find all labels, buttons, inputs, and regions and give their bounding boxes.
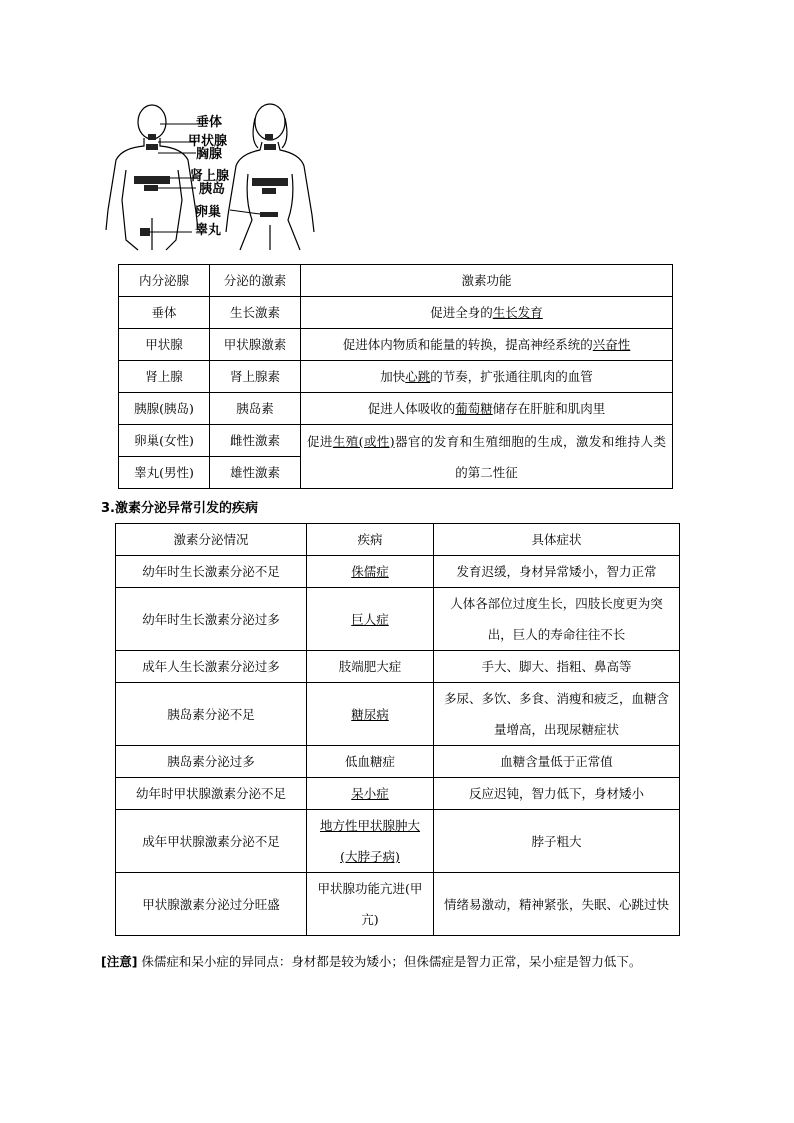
header-cell: 内分泌腺 [119, 265, 210, 297]
function-cell: 促进人体吸收的葡萄糖储存在肝脏和肌肉里 [301, 393, 673, 425]
header-cell: 分泌的激素 [210, 265, 301, 297]
condition-cell: 幼年时甲状腺激素分泌不足 [116, 778, 307, 810]
table-row [119, 297, 673, 329]
hormone-cell: 雌性激素 [210, 425, 301, 457]
gland-cell: 睾丸(男性) [119, 457, 210, 489]
disease-cell: 侏儒症 [307, 556, 434, 588]
table-row [116, 588, 680, 651]
condition-cell: 幼年时生长激素分泌过多 [116, 588, 307, 651]
condition-cell: 胰岛素分泌不足 [116, 683, 307, 746]
gland-cell: 垂体 [119, 297, 210, 329]
function-cell: 促进生殖(或性)器官的发育和生殖细胞的生成，激发和维持人类的第二性征 [301, 425, 673, 489]
hormone-cell: 甲状腺激素 [210, 329, 301, 361]
table-row [119, 329, 673, 361]
disease-cell: 甲状腺功能亢进(甲亢) [307, 873, 434, 936]
hormone-cell: 生长激素 [210, 297, 301, 329]
table-row [116, 873, 680, 936]
condition-cell: 甲状腺激素分泌过分旺盛 [116, 873, 307, 936]
table-row [119, 393, 673, 425]
hormone-cell: 胰岛素 [210, 393, 301, 425]
table-row [116, 556, 680, 588]
condition-cell: 成年人生长激素分泌过多 [116, 651, 307, 683]
gland-cell: 卵巢(女性) [119, 425, 210, 457]
symptom-cell: 情绪易激动，精神紧张，失眠、心跳过快 [434, 873, 680, 936]
label-pituitary: 垂体 [196, 115, 223, 130]
symptom-cell: 反应迟钝，智力低下，身材矮小 [434, 778, 680, 810]
label-testis: 睾丸 [195, 223, 222, 238]
disease-cell: 地方性甲状腺肿大(大脖子病) [307, 810, 434, 873]
table-row [116, 746, 680, 778]
section-heading: 3.激素分泌异常引发的疾病 [101, 501, 258, 516]
symptom-cell: 血糖含量低于正常值 [434, 746, 680, 778]
header-cell: 激素功能 [301, 265, 673, 297]
table-header-row [119, 265, 673, 297]
gland-cell: 甲状腺 [119, 329, 210, 361]
symptom-cell: 手大、脚大、指粗、鼻高等 [434, 651, 680, 683]
table-row [116, 810, 680, 873]
label-thyroid: 甲状腺 [188, 134, 228, 149]
table-row [116, 778, 680, 810]
condition-cell: 幼年时生长激素分泌不足 [116, 556, 307, 588]
table-row [116, 683, 680, 746]
disease-cell: 糖尿病 [307, 683, 434, 746]
disease-cell: 呆小症 [307, 778, 434, 810]
table-row [119, 425, 673, 457]
endocrine-glands-table [118, 264, 673, 489]
function-cell: 促进体内物质和能量的转换，提高神经系统的兴奋性 [301, 329, 673, 361]
gland-cell: 胰腺(胰岛) [119, 393, 210, 425]
function-cell: 促进全身的生长发育 [301, 297, 673, 329]
header-cell: 具体症状 [434, 524, 680, 556]
label-ovary: 卵巢 [195, 205, 222, 220]
function-cell: 加快心跳的节奏，扩张通往肌肉的血管 [301, 361, 673, 393]
hormone-disease-table [115, 523, 680, 936]
disease-cell: 巨人症 [307, 588, 434, 651]
disease-cell: 肢端肥大症 [307, 651, 434, 683]
header-cell: 激素分泌情况 [116, 524, 307, 556]
symptom-cell: 脖子粗大 [434, 810, 680, 873]
endocrine-glands-figure [100, 100, 325, 255]
header-cell: 疾病 [307, 524, 434, 556]
note-paragraph [101, 952, 641, 970]
hormone-cell: 肾上腺素 [210, 361, 301, 393]
condition-cell: 成年甲状腺激素分泌不足 [116, 810, 307, 873]
condition-cell: 胰岛素分泌过多 [116, 746, 307, 778]
note-tag: [注意] [101, 954, 138, 969]
label-thymus: 胸腺 [196, 147, 223, 162]
table-row [116, 651, 680, 683]
table-header-row [116, 524, 680, 556]
symptom-cell: 多尿、多饮、多食、消瘦和疲乏，血糖含量增高，出现尿糖症状 [434, 683, 680, 746]
label-adrenal: 肾上腺 [190, 169, 230, 184]
note-text: 侏儒症和呆小症的异同点：身材都是较为矮小；但侏儒症是智力正常，呆小症是智力低下。 [137, 954, 642, 969]
gland-cell: 肾上腺 [119, 361, 210, 393]
symptom-cell: 发育迟缓，身材异常矮小，智力正常 [434, 556, 680, 588]
table-row [119, 361, 673, 393]
disease-cell: 低血糖症 [307, 746, 434, 778]
symptom-cell: 人体各部位过度生长，四肢长度更为突出，巨人的寿命往往不长 [434, 588, 680, 651]
hormone-cell: 雄性激素 [210, 457, 301, 489]
label-islets: 胰岛 [199, 182, 226, 197]
